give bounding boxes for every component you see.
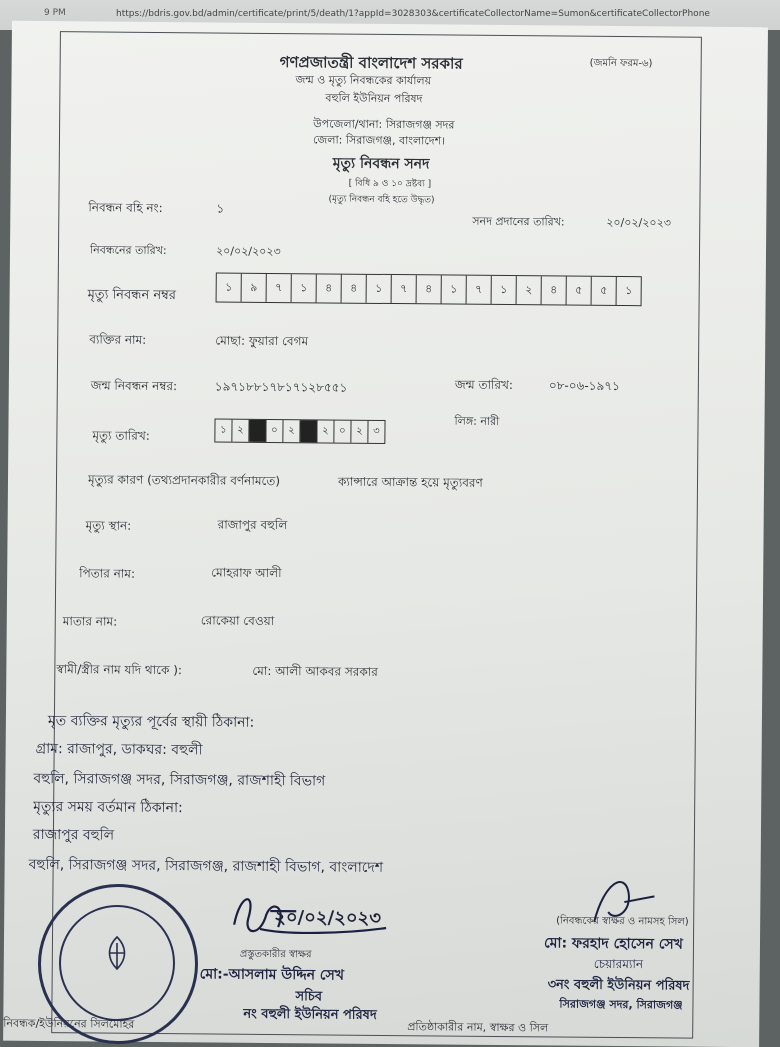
- upazila-line: উপজেলা/থানা: সিরাজগঞ্জ সদর: [313, 117, 455, 132]
- union-seal: [38, 884, 198, 1044]
- office-name: জন্ম ও মৃত্যু নিবন্ধকের কার্যালয়: [295, 73, 432, 88]
- date-separator: [300, 420, 317, 442]
- name-label: ব্যক্তির নাম:: [89, 332, 147, 347]
- gov-title: গণপ্রজাতন্ত্রী বাংলাদেশ সরকার: [279, 53, 463, 73]
- father-value: মোহরাফ আলী: [211, 565, 282, 581]
- date-digit: ০: [334, 421, 351, 443]
- reg-digit: ৪: [342, 275, 367, 303]
- date-digit: ২: [351, 421, 368, 443]
- name-value: মোছা: ফুয়ারা বেগম: [215, 333, 309, 349]
- print-url: https://bdris.gov.bd/admin/certificate/print/5/death/1?appId=3028303&certificateCollectorName=Sumon&certificateCollectorPhone: [116, 9, 710, 19]
- place-value: রাজাপুর বহুলি: [217, 517, 288, 533]
- reg-date-value: ২০/০২/২০২৩: [215, 244, 281, 259]
- curr-addr-line1: রাজাপুর বহুলি: [32, 826, 115, 844]
- reg-digit: ১: [625, 283, 633, 297]
- union-name: বহুলি ইউনিয়ন পরিষদ: [325, 91, 423, 106]
- secretary-union: নং বহুলী ইউনিয়ন পরিষদ: [243, 1006, 377, 1023]
- cause-label: মৃত্যুর কারণ (তথ্যপ্রদানকারীর বর্ণনামতে): [87, 472, 281, 489]
- rule-reference: [ বিধি ৯ ও ১০ দ্রষ্টব্য ]: [348, 178, 432, 190]
- spouse-value: মো: আলী আকবর সরকার: [252, 663, 378, 679]
- date-digit: ২: [317, 420, 334, 442]
- death-date-boxes: [214, 418, 385, 443]
- date-separator: [249, 420, 266, 442]
- chairman-union: ৩নং বহুলী ইউনিয়ন পরিষদ: [547, 977, 690, 994]
- issuer-caption: প্রতিষ্ঠাকারীর নাম, স্বাক্ষর ও সিল: [407, 1020, 549, 1035]
- chairman-title: চেয়ারম্যান: [593, 956, 644, 972]
- chairman-name: মো: ফরহাদ হোসেন সেখ: [543, 935, 683, 953]
- reg-digit: ১: [217, 273, 242, 301]
- mother-value: রোকেয়া বেওয়া: [200, 613, 275, 629]
- reg-date-label: নিবন্ধনের তারিখ:: [89, 243, 167, 258]
- spouse-label: স্বামী/স্ত্রীর নাম যদি থাকে ):: [56, 662, 183, 678]
- chairman-place: সিরাজগঞ্জ সদর, সিরাজগঞ্জ: [559, 997, 683, 1012]
- date-digit: ১: [215, 419, 232, 441]
- secretary-caption: প্রস্তুতকারীর স্বাক্ষর: [239, 948, 312, 961]
- source-note: (মৃত্যু নিবন্ধন বহি হতে উদ্ধৃত): [328, 194, 435, 206]
- seal-caption: নিবন্ধক/ইউনিয়নের সিলমোহর: [3, 1016, 135, 1031]
- perm-addr-label: মৃত ব্যক্তির মৃত্যুর পূর্বের স্থায়ী ঠিকানা:: [47, 713, 255, 731]
- perm-addr-line2: বহুলি, সিরাজগঞ্জ সদর, সিরাজগঞ্জ, রাজশাহী বিভাগ: [33, 770, 326, 790]
- birth-reg-label: জন্ম নিবন্ধন নম্বর:: [90, 378, 178, 394]
- cause-value: ক্যান্সারে আক্রান্ত হয়ে মৃত্যুবরণ: [337, 474, 483, 490]
- district-line: জেলা: সিরাজগঞ্জ, বাংলাদেশ।: [312, 133, 446, 148]
- date-digit: ২: [232, 420, 249, 442]
- curr-addr-label: মৃত্যুর সময় বর্তমান ঠিকানা:: [33, 798, 183, 817]
- chairman-caption: (নিবন্ধকের স্বাক্ষর ও নামসহ সিল): [556, 915, 689, 928]
- death-date-label: মৃত্যু তারিখ:: [92, 428, 150, 443]
- death-reg-no-label: মৃত্যু নিবন্ধন নম্বর: [87, 287, 177, 304]
- dob-value: ০৮-০৬-১৯৭১: [548, 378, 620, 394]
- issue-date-value: ২০/০২/২০২৩: [606, 215, 671, 230]
- reg-digit: ৯: [242, 274, 267, 302]
- reg-digit: ১: [492, 276, 517, 304]
- reg-digit: ৪: [542, 276, 567, 304]
- certificate-title: মৃত্যু নিবন্ধন সনদ: [332, 155, 430, 173]
- mother-label: মাতার নাম:: [62, 614, 118, 629]
- gender-label: লিঙ্গ: নারী: [454, 414, 500, 428]
- date-digit: ৩: [373, 425, 380, 437]
- reg-digit: ৭: [392, 275, 417, 303]
- register-book-value: ১: [216, 201, 225, 216]
- reg-digit: ১: [367, 275, 392, 303]
- seal-emblem-icon: [97, 933, 137, 973]
- reg-digit: ৪: [417, 275, 442, 303]
- reg-digit: ১: [442, 275, 467, 303]
- print-time: 9 PM: [44, 8, 66, 18]
- father-label: পিতার নাম:: [79, 566, 136, 581]
- reg-digit: ২: [517, 276, 542, 304]
- reg-digit: ৭: [467, 276, 492, 304]
- secretary-sign-date: ২০/০২/২০২৩: [274, 907, 382, 929]
- perm-addr-line1: গ্রাম: রাজাপুর, ডাকঘর: বহুলী: [35, 740, 203, 759]
- reg-digit: ৪: [317, 274, 342, 302]
- register-book-label: নিবন্ধন বহি নং:: [88, 200, 163, 216]
- reg-digit: ১: [292, 274, 317, 302]
- birth-reg-value: ১৯৭১৮৮১৭৮১৭১২৮৫৫১: [214, 379, 348, 395]
- form-number: (জমনি ফরম-৬): [589, 57, 653, 70]
- date-digit: ০: [266, 420, 283, 442]
- place-label: মৃত্যু স্থান:: [85, 518, 132, 533]
- reg-digit: ৫: [567, 277, 592, 305]
- secretary-title: সচিব: [295, 989, 323, 1005]
- dob-label: জন্ম তারিখ:: [454, 377, 513, 393]
- secretary-name: মো:-আসলাম উদ্দিন সেখ: [199, 966, 345, 984]
- date-digit: ২: [283, 420, 300, 442]
- issue-date-label: সনদ প্রদানের তারিখ:: [472, 214, 565, 229]
- reg-digit: ৫: [592, 277, 617, 305]
- curr-addr-line2: বহুলি, সিরাজগঞ্জ সদর, সিরাজগঞ্জ, রাজশাহী বিভাগ, বাংলাদেশ: [28, 856, 384, 876]
- reg-digit: ৭: [267, 274, 292, 302]
- death-reg-no-boxes: [216, 272, 642, 306]
